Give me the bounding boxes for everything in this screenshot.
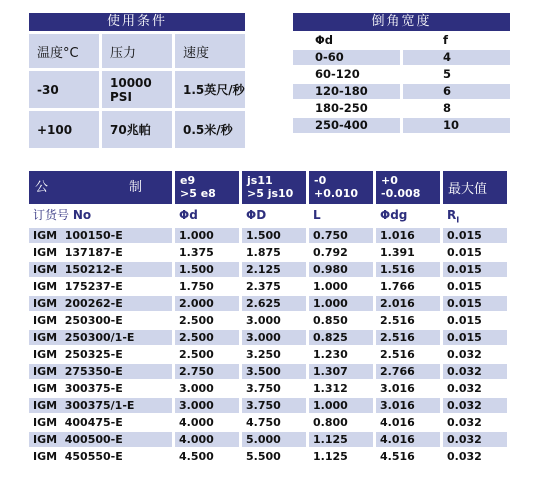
inner-diameter-cell: 1.750 bbox=[179, 280, 214, 293]
table-row bbox=[29, 432, 510, 447]
table-row bbox=[29, 296, 510, 311]
tolerance-line: +0 bbox=[381, 174, 398, 187]
speed-header: 速度 bbox=[175, 34, 245, 68]
outer-diameter-cell: 2.125 bbox=[242, 262, 306, 277]
order-number-cell: IGM 300375/1-E bbox=[29, 398, 172, 413]
table-row bbox=[29, 449, 510, 464]
order-number-cell: IGM 250325-E bbox=[33, 348, 123, 361]
inner-diameter-cell: 2.000 bbox=[175, 296, 239, 311]
groove-diameter-cell: 4.516 bbox=[380, 450, 415, 463]
outer-diameter-cell: 3.750 bbox=[242, 398, 306, 413]
chamfer-row bbox=[293, 50, 510, 65]
outer-diameter-cell: 3.500 bbox=[242, 364, 306, 379]
tolerance-line: e9 bbox=[180, 174, 196, 187]
inner-diameter-cell: 2.500 bbox=[175, 330, 239, 345]
max-radius-cell: 0.032 bbox=[443, 364, 507, 379]
length-cell: 1.125 bbox=[313, 450, 348, 463]
groove-diameter-cell: 1.766 bbox=[380, 280, 415, 293]
outer-diameter-cell: 2.375 bbox=[246, 280, 281, 293]
inner-diameter-cell: 2.500 bbox=[179, 348, 214, 361]
table-row bbox=[29, 245, 510, 260]
chamfer-value: 10 bbox=[403, 118, 510, 133]
max-radius-cell: 0.015 bbox=[443, 228, 507, 243]
col-label-R bbox=[443, 204, 507, 226]
inner-diameter-cell: 1.375 bbox=[179, 246, 214, 259]
groove-diameter-cell: 3.016 bbox=[376, 398, 440, 413]
column-label-row bbox=[29, 204, 510, 226]
size-table-body bbox=[29, 228, 510, 464]
order-number-cell: IGM 400475-E bbox=[33, 416, 123, 429]
temperature-header: 温度°C bbox=[29, 34, 99, 68]
table-row bbox=[29, 279, 510, 294]
max-radius-cell: 0.032 bbox=[447, 382, 482, 395]
tolerance-label-b: 制 bbox=[128, 180, 142, 195]
inner-diameter-cell: 3.000 bbox=[175, 398, 239, 413]
tolerance-d-header bbox=[175, 171, 239, 204]
pressure-mpa: 70兆帕 bbox=[102, 111, 172, 148]
outer-diameter-cell: 4.750 bbox=[246, 416, 281, 429]
outer-diameter-cell: 3.250 bbox=[246, 348, 281, 361]
chamfer-row bbox=[293, 118, 510, 133]
speed-metric: 0.5米/秒 bbox=[175, 111, 245, 148]
groove-diameter-cell: 1.391 bbox=[380, 246, 415, 259]
chamfer-row bbox=[293, 84, 510, 99]
max-radius-cell: 0.032 bbox=[443, 398, 507, 413]
inner-diameter-cell: 1.000 bbox=[175, 228, 239, 243]
outer-diameter-cell: 1.875 bbox=[246, 246, 281, 259]
length-cell: 1.307 bbox=[309, 364, 373, 379]
groove-diameter-cell: 2.016 bbox=[376, 296, 440, 311]
order-number-cell: IGM 100150-E bbox=[29, 228, 172, 243]
outer-diameter-cell: 5.000 bbox=[242, 432, 306, 447]
size-table bbox=[29, 171, 510, 464]
inner-diameter-cell: 2.500 bbox=[179, 314, 214, 327]
order-number-cell: IGM 250300-E bbox=[33, 314, 123, 327]
table-row bbox=[29, 415, 510, 430]
max-radius-cell: 0.015 bbox=[447, 246, 482, 259]
outer-diameter-cell: 1.500 bbox=[242, 228, 306, 243]
max-radius-cell: 0.015 bbox=[447, 314, 482, 327]
order-number-cell: IGM 175237-E bbox=[33, 280, 123, 293]
groove-diameter-cell: 2.516 bbox=[380, 314, 415, 327]
inner-diameter-cell: 1.500 bbox=[175, 262, 239, 277]
chamfer-width-panel bbox=[293, 13, 510, 133]
outer-diameter-cell: 3.750 bbox=[246, 382, 281, 395]
inner-diameter-cell: 2.750 bbox=[175, 364, 239, 379]
max-radius-cell: 0.015 bbox=[447, 280, 482, 293]
length-cell: 0.850 bbox=[313, 314, 348, 327]
col-label-d: Φd bbox=[179, 208, 198, 222]
outer-diameter-cell: 3.000 bbox=[242, 330, 306, 345]
col-label-R-index: I bbox=[456, 215, 460, 225]
order-number-cell: IGM 450550-E bbox=[33, 450, 123, 463]
usage-conditions-grid bbox=[29, 34, 245, 148]
pressure-psi: 10000 PSI bbox=[102, 71, 172, 108]
length-cell: 1.000 bbox=[309, 398, 373, 413]
length-cell: 0.825 bbox=[309, 330, 373, 345]
table-row bbox=[29, 398, 510, 413]
outer-diameter-cell: 2.625 bbox=[242, 296, 306, 311]
max-radius-cell: 0.015 bbox=[443, 262, 507, 277]
speed-imperial: 1.5英尺/秒 bbox=[175, 71, 245, 108]
tolerance-dg-header bbox=[376, 171, 440, 204]
length-cell: 1.000 bbox=[313, 280, 348, 293]
col-label-dg: Φdg bbox=[380, 208, 408, 222]
table-row bbox=[29, 262, 510, 277]
usage-conditions-title: 使用条件 bbox=[29, 13, 245, 31]
length-cell: 0.792 bbox=[313, 246, 348, 259]
chamfer-value: 6 bbox=[403, 84, 510, 99]
order-label-text: 订货号 bbox=[33, 208, 70, 222]
order-number-cell: IGM 150212-E bbox=[29, 262, 172, 277]
order-number-cell: IGM 400500-E bbox=[29, 432, 172, 447]
chamfer-row bbox=[293, 67, 510, 82]
tolerance-line: >5 js10 bbox=[247, 187, 294, 200]
chamfer-value: 4 bbox=[403, 50, 510, 65]
max-value-header: 最大值 bbox=[443, 171, 507, 204]
chamfer-range: 0-60 bbox=[293, 50, 400, 65]
size-table-header bbox=[29, 171, 510, 204]
groove-diameter-cell: 4.016 bbox=[376, 432, 440, 447]
col-label-R-text: R bbox=[447, 208, 457, 222]
tolerance-line: -0 bbox=[314, 174, 327, 187]
tolerance-system-header bbox=[29, 171, 172, 204]
chamfer-range: 180-250 bbox=[315, 101, 368, 115]
max-radius-cell: 0.032 bbox=[443, 432, 507, 447]
max-radius-cell: 0.032 bbox=[447, 450, 482, 463]
chamfer-diameter-header: Φd bbox=[315, 33, 334, 47]
table-row bbox=[29, 347, 510, 362]
chamfer-width-title: 倒角宽度 bbox=[293, 13, 510, 31]
groove-diameter-cell: 3.016 bbox=[380, 382, 415, 395]
chamfer-value: 8 bbox=[443, 101, 452, 115]
outer-diameter-cell: 3.000 bbox=[246, 314, 281, 327]
length-cell: 0.800 bbox=[313, 416, 348, 429]
table-row bbox=[29, 313, 510, 328]
max-radius-cell: 0.015 bbox=[443, 296, 507, 311]
length-cell: 0.980 bbox=[309, 262, 373, 277]
order-number-cell: IGM 137187-E bbox=[33, 246, 123, 259]
inner-diameter-cell: 3.000 bbox=[179, 382, 214, 395]
length-cell: 1.230 bbox=[313, 348, 348, 361]
chamfer-row bbox=[293, 101, 510, 116]
groove-diameter-cell: 1.516 bbox=[376, 262, 440, 277]
tolerance-D-header bbox=[242, 171, 306, 204]
max-radius-cell: 0.015 bbox=[443, 330, 507, 345]
usage-conditions-panel bbox=[29, 13, 245, 148]
chamfer-range: 250-400 bbox=[293, 118, 400, 133]
chamfer-range: 60-120 bbox=[315, 67, 360, 81]
col-label-L: L bbox=[313, 208, 321, 222]
temperature-high: +100 bbox=[29, 111, 99, 148]
table-row bbox=[29, 364, 510, 379]
tolerance-line: >5 e8 bbox=[180, 187, 216, 200]
table-row bbox=[29, 330, 510, 345]
order-number-cell: IGM 275350-E bbox=[29, 364, 172, 379]
chamfer-f-header: f bbox=[443, 33, 449, 47]
chamfer-value: 5 bbox=[443, 67, 452, 81]
col-label-D: ΦD bbox=[246, 208, 267, 222]
max-radius-cell: 0.032 bbox=[447, 348, 482, 361]
tolerance-line: js11 bbox=[247, 174, 273, 187]
pressure-header: 压力 bbox=[102, 34, 172, 68]
tolerance-line: +0.010 bbox=[314, 187, 359, 200]
inner-diameter-cell: 4.000 bbox=[179, 416, 214, 429]
length-cell: 1.000 bbox=[309, 296, 373, 311]
length-cell: 1.125 bbox=[309, 432, 373, 447]
order-number-label bbox=[29, 204, 172, 226]
groove-diameter-cell: 1.016 bbox=[376, 228, 440, 243]
max-radius-cell: 0.032 bbox=[447, 416, 482, 429]
order-number-cell: IGM 250300/1-E bbox=[29, 330, 172, 345]
table-row bbox=[29, 228, 510, 243]
tolerance-L-header bbox=[309, 171, 373, 204]
order-no-text: No bbox=[72, 208, 92, 222]
groove-diameter-cell: 2.516 bbox=[380, 348, 415, 361]
order-number-cell: IGM 300375-E bbox=[33, 382, 123, 395]
inner-diameter-cell: 4.500 bbox=[179, 450, 214, 463]
groove-diameter-cell: 2.516 bbox=[376, 330, 440, 345]
chamfer-range: 120-180 bbox=[293, 84, 400, 99]
order-number-cell: IGM 200262-E bbox=[29, 296, 172, 311]
outer-diameter-cell: 5.500 bbox=[246, 450, 281, 463]
temperature-low: -30 bbox=[29, 71, 99, 108]
groove-diameter-cell: 2.766 bbox=[376, 364, 440, 379]
tolerance-line: -0.008 bbox=[381, 187, 421, 200]
inner-diameter-cell: 4.000 bbox=[175, 432, 239, 447]
length-cell: 0.750 bbox=[309, 228, 373, 243]
tolerance-label-a: 公 bbox=[35, 180, 49, 195]
chamfer-header-row bbox=[293, 33, 510, 48]
groove-diameter-cell: 4.016 bbox=[380, 416, 415, 429]
table-row bbox=[29, 381, 510, 396]
length-cell: 1.312 bbox=[313, 382, 348, 395]
